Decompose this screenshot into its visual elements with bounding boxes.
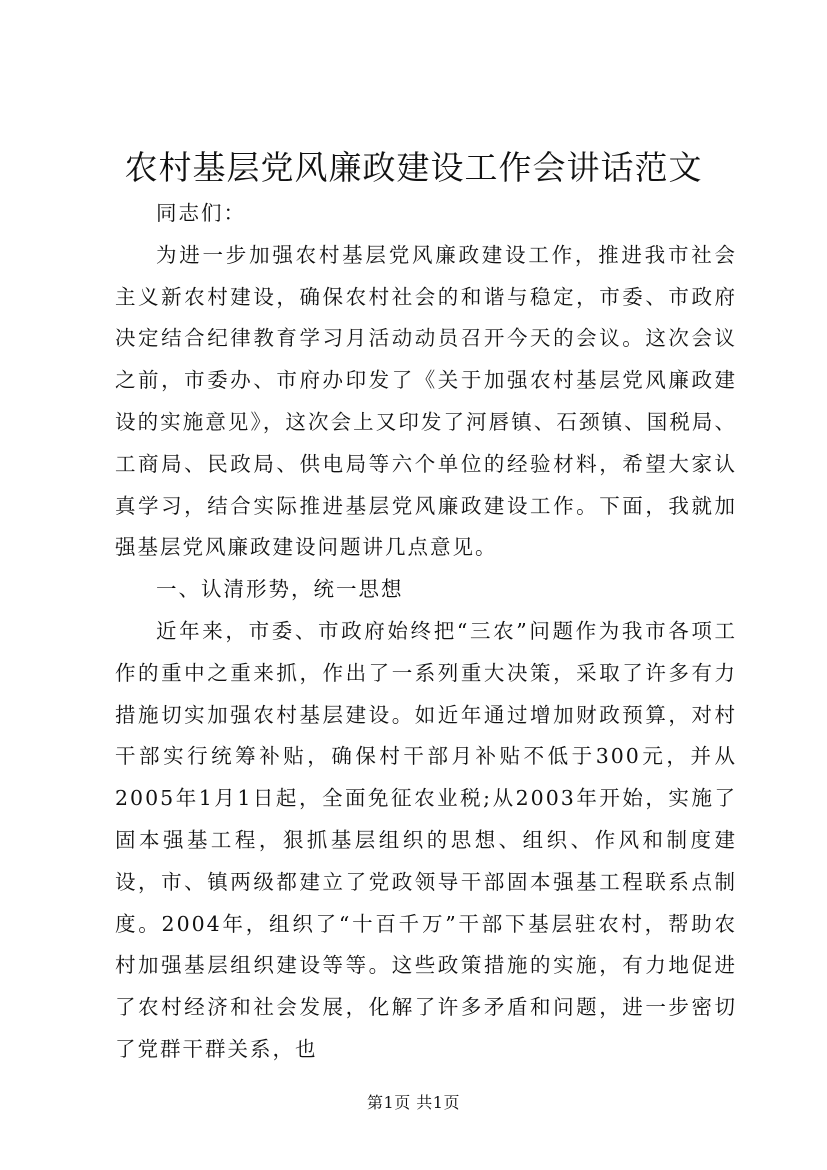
salutation: 同志们： [156,201,246,225]
section-heading-1: 一、认清形势，统一思想 [156,577,404,602]
document-body [115,193,737,1071]
page-footer: 第1页 共1页 [367,1093,460,1112]
document-title: 农村基层党风廉政建设工作会讲话范文 [124,148,703,187]
paragraph-section-1: 近年来，市委、市政府始终把“三农”问题作为我市各项工作的重中之重来抓，作出了一系列重大决策，采取了许多有力措施切实加强农村基层建设。如近年通过增加财政预算，对村干部实行统筹补贴，确保村干部月补贴不低于300元，并从2005年1月1日起，全面免征农业税;从2003年开始，实施了固本强基工程，狠抓基层组织的思想、组织、作风和制度建设，市、镇两级都建立了党政领导干部固本强基工程联系点制度。2004年，组织了“十百千万”干部下基层驻农村，帮助农村加强基层组织建设等等。这些政策措施的实施，有力地促进了农村经济和社会发展，化解了许多矛盾和问题，进一步密切了党群干群关系，也 [115,618,737,1061]
paragraph-intro: 为进一步加强农村基层党风廉政建设工作，推进我市社会主义新农村建设，确保农村社会的和谐与稳定，市委、市政府决定结合纪律教育学习月活动动员召开今天的会议。这次会议之前，市委办、市府办印发了《关于加强农村基层党风廉政建设的实施意见》，这次会上又印发了河唇镇、石颈镇、国税局、工商局、民政局、供电局等六个单位的经验材料，希望大家认真学习，结合实际推进基层党风廉政建设工作。下面，我就加强基层党风廉政建设问题讲几点意见。 [115,242,737,560]
